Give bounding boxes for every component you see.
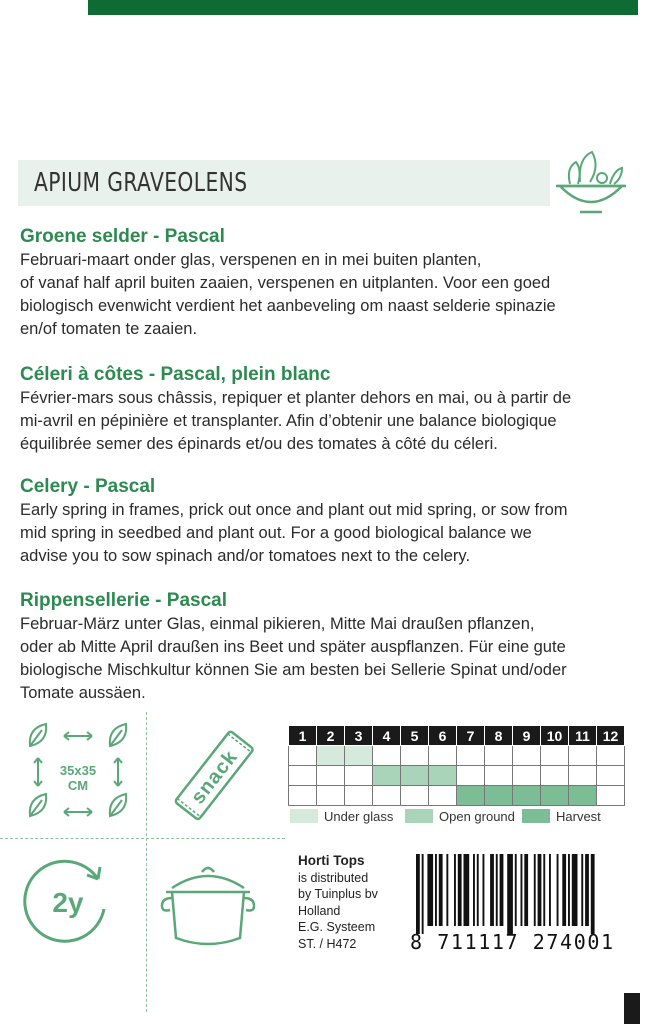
calendar-cell [485,746,513,766]
calendar-cell [429,746,457,766]
calendar-cell [485,766,513,786]
distributor-info [298,853,378,952]
month-cell: 5 [401,726,429,746]
barcode-bar [515,854,517,926]
barcode-bar [435,854,437,926]
distributor-line: Holland [298,903,341,918]
distributor-line: is distributed [298,870,369,885]
barcode-bar [543,854,545,926]
legend-open-ground [405,808,515,824]
barcode-bar [507,854,513,934]
salad-bowl-icon [552,148,630,214]
calendar-body [289,746,625,806]
barcode-bar [483,854,485,926]
calendar-cell [373,746,401,766]
month-cell: 10 [541,726,569,746]
calendar-cell [289,746,317,766]
section-line: Februari-maart onder glas, verspenen en in mei buiten planten, [20,251,482,269]
calendar-cell-harvest [513,786,541,806]
section-title: Céleri à côtes - Pascal, plein blanc [20,364,331,385]
calendar-cell [317,786,345,806]
section-german [20,588,645,705]
calendar-cell-harvest [569,786,597,806]
calendar-cell [569,766,597,786]
barcode-bar [496,854,498,926]
barcode-bar [464,854,470,926]
calendar-cell-harvest [541,786,569,806]
calendar-cell [597,746,625,766]
barcode-bar [500,854,504,926]
barcode-bar [416,854,420,934]
barcode-bar [490,854,494,926]
calendar-cell [569,746,597,766]
calendar-row [289,786,625,806]
legend-under-glass [290,808,393,824]
calendar-cell [597,786,625,806]
barcode-bar [473,854,475,926]
legend-label: Harvest [556,808,601,824]
calendar-cell [373,786,401,806]
section-title: Groene selder - Pascal [20,226,225,247]
section-line: Tomate aussäen. [20,684,146,702]
calendar-row [289,766,625,786]
section-title: Celery - Pascal [20,476,156,497]
month-cell: 2 [317,726,345,746]
calendar-cell [401,786,429,806]
barcode-bar [439,854,443,926]
barcode-bar [477,854,479,926]
section-line: mid spring in seedbed and plant out. For a good biological balance we [20,524,532,542]
legend-swatch [405,809,433,823]
calendar-cell-open-ground [373,766,401,786]
section-line: équilibrée semer des épinards et/ou des tomates à côté du céleri. [20,435,498,453]
barcode-bar [572,854,578,926]
section-english [20,474,645,568]
calendar-cell [289,786,317,806]
barcode-bar [557,854,559,926]
calendar-cell-open-ground [401,766,429,786]
calendar-cell [401,746,429,766]
legend-label: Under glass [324,808,394,824]
barcode-bar [524,854,528,926]
barcode-number: 8 711117 274001 [410,930,615,954]
barcode-bar [591,854,595,934]
calendar-cell [457,746,485,766]
distributor-line: E.G. Systeem [298,920,376,934]
spacing-label [38,763,118,793]
barcode-bar [454,854,456,926]
month-cell: 7 [457,726,485,746]
years-label: 2y [52,887,84,918]
section-line: Februar-März unter Glas, einmal pikieren, Mitte Mai draußen pflanzen, [20,615,535,633]
section-line: advise you to sow spinach and/or tomatoes next to the celery. [20,547,471,565]
corner-mark [624,993,640,1024]
month-cell: 4 [373,726,401,746]
section-title: Rippensellerie - Pascal [20,590,227,611]
section-french [20,362,645,456]
legend-label: Open ground [439,808,515,824]
calendar-cell [345,786,373,806]
calendar-cell [541,766,569,786]
section-line: biologische Mischkultur können Sie am besten bei Sellerie Spinat und/oder [20,661,567,679]
section-dutch [20,224,645,341]
section-line: Early spring in frames, prick out once and plant out mid spring, or sow from [20,501,568,519]
calendar-cell [429,786,457,806]
calendar-row [289,746,625,766]
calendar-cell-open-ground [429,766,457,786]
month-cell: 12 [597,726,625,746]
month-cell: 9 [513,726,541,746]
calendar-cell-harvest [485,786,513,806]
barcode-bar [538,854,542,926]
calendar-cell [317,766,345,786]
section-line: Février-mars sous châssis, repiquer et planter dehors en mai, ou à partir de [20,389,572,407]
calendar-header-row [289,726,625,746]
cooking-pot-icon [156,858,260,954]
calendar-cell [513,766,541,786]
snack-label: snack [186,746,243,809]
calendar-cell [541,746,569,766]
barcode-bar [521,854,523,926]
calendar-cell-harvest [457,786,485,806]
month-cell: 8 [485,726,513,746]
barcode-bar [562,854,566,926]
section-line: mi-avril en pépinière et transplanter. Afin d’obtenir une balance biologique [20,412,557,430]
section-line: of vanaf half april buiten zaaien, verspenen en uitplanten. Voor een goed [20,274,551,292]
section-line: oder ab Mitte April draußen ins Beet und später auspflanzen. Für eine gute [20,638,566,656]
barcode-bar [549,854,551,926]
month-cell: 1 [289,726,317,746]
barcode-bar [585,854,589,926]
brand-name: Horti Tops [298,853,365,868]
legend-swatch [522,809,550,823]
calendar-cell [289,766,317,786]
icon-divider-horizontal [0,838,285,839]
calendar-cell [457,766,485,786]
icon-divider-vertical [146,712,147,1012]
barcode-bar [534,854,536,926]
top-green-bar [88,0,638,15]
section-line: biologisch evenwicht verdient het aanbeveling om naast selderie spinazie [20,297,556,315]
calendar-cell [513,746,541,766]
calendar-cell-under-glass [317,746,345,766]
barcode-bar [568,854,570,926]
calendar-cell-under-glass [345,746,373,766]
barcode-bar [446,854,448,926]
sowing-calendar [288,725,625,806]
latin-name: APIUM GRAVEOLENS [34,168,248,198]
calendar-cell [345,766,373,786]
calendar-cell [597,766,625,786]
barcode [408,854,640,934]
barcode-bar [427,854,433,926]
month-cell: 11 [569,726,597,746]
barcode-bar [581,854,583,926]
spacing-value: 35x35 [59,763,97,778]
distributor-line: ST. / H472 [298,936,357,951]
month-cell: 3 [345,726,373,746]
section-line: en/of tomaten te zaaien. [20,320,198,338]
barcode-bar [458,854,462,926]
month-cell: 6 [429,726,457,746]
barcode-bar [422,854,424,934]
spacing-unit: CM [67,778,89,793]
distributor-line: by Tuinplus bv [298,887,378,901]
legend-swatch [290,809,318,823]
legend-harvest [522,808,601,824]
